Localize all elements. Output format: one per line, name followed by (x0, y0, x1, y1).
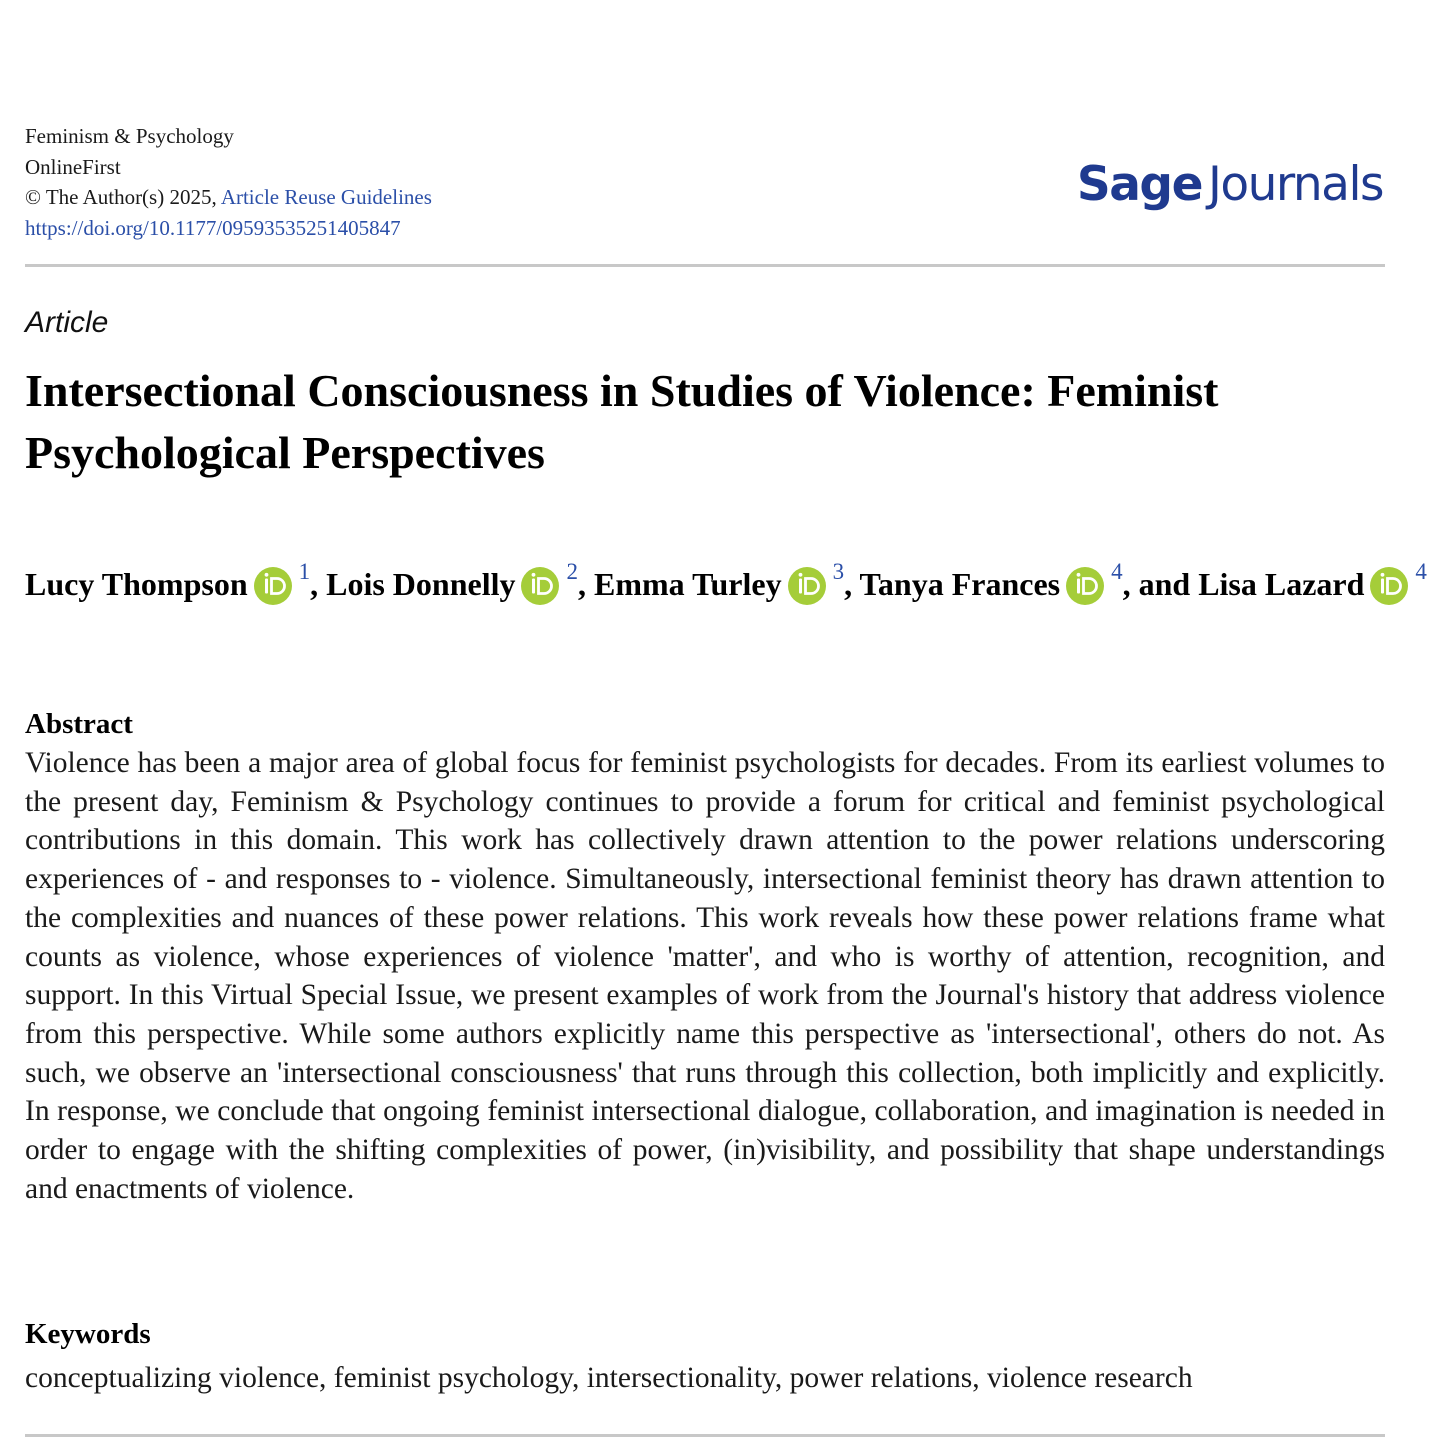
publication-status: OnlineFirst (25, 154, 121, 179)
author-separator: , (577, 566, 594, 602)
abstract-heading: Abstract (25, 708, 133, 740)
author-name[interactable]: Emma Turley (593, 566, 782, 602)
author-lucy-thompson (25, 559, 311, 602)
affiliation-marker[interactable]: 2 (566, 559, 578, 584)
logo-journals-text: Journals (1207, 157, 1383, 212)
author-lois-donnelly (326, 559, 578, 602)
author-tanya-frances (859, 559, 1123, 602)
keywords-list: conceptualizing violence, feminist psychology, intersectionality, power relations, violence research (25, 1362, 1193, 1394)
sage-journals-logo[interactable] (1077, 157, 1383, 213)
orcid-icon[interactable] (254, 567, 292, 605)
abstract-text: Violence has been a major area of global focus for feminist psychologists for decades. From its earliest volumes to the present day, Feminism & Psychology continues to provide a forum for critical and feminist psychological contributions in this domain. This work has collectively drawn attention to the power relations underscoring experiences of - and responses to - violence. Simultaneously, intersectional feminist theory has drawn attention to the complexities and nuances of these power relations. This work reveals how these power relations frame what counts as violence, whose experiences of violence 'matter', and who is worthy of attention, recognition, and support. In this Virtual Special Issue, we present examples of work from the Journal's history that address violence from this perspective. While some authors explicitly name this perspective as 'intersectional', others do not. As such, we observe an 'intersectional consciousness' that runs through this collection, both implicitly and explicitly. In response, we conclude that ongoing feminist intersectional dialogue, collaboration, and imagination is needed in order to engage with the shifting complexities of power, (in)visibility, and possibility that shape understandings and enactments of violence. (25, 747, 1385, 1205)
author-name[interactable]: Lisa Lazard (1198, 566, 1365, 602)
author-lisa-lazard (1198, 559, 1427, 602)
journal-meta (25, 121, 432, 243)
author-separator: , and (1122, 566, 1199, 602)
orcid-icon[interactable] (788, 567, 826, 605)
header-divider (25, 264, 1385, 267)
affiliation-marker[interactable]: 3 (832, 559, 845, 584)
article-page (25, 0, 1427, 1456)
footer-divider (25, 1434, 1385, 1437)
affiliation-marker[interactable]: 4 (1111, 559, 1123, 584)
article-reuse-link[interactable]: Article Reuse Guidelines (220, 185, 432, 209)
author-separator: , (310, 566, 327, 602)
article-header (25, 121, 1385, 246)
copyright-text: © The Author(s) 2025, (25, 185, 217, 209)
article-type: Article (25, 306, 109, 339)
copyright-line (25, 182, 432, 213)
orcid-icon[interactable] (1066, 567, 1104, 605)
author-name[interactable]: Lucy Thompson (25, 566, 248, 602)
affiliation-marker[interactable]: 1 (298, 559, 311, 584)
author-separator: , (844, 566, 860, 602)
keywords-heading: Keywords (25, 1318, 151, 1350)
journal-name: Feminism & Psychology (25, 124, 234, 148)
author-name[interactable]: Lois Donnelly (326, 566, 516, 602)
orcid-icon[interactable] (521, 567, 559, 605)
author-list (25, 549, 1427, 607)
logo-sage-text: Sage (1076, 157, 1202, 212)
article-title: Intersectional Consciousness in Studies of Violence: Feminist Psychological Perspectives (25, 365, 1219, 478)
orcid-icon[interactable] (1370, 567, 1408, 605)
affiliation-marker[interactable]: 4 (1415, 559, 1427, 584)
author-name[interactable]: Tanya Frances (859, 566, 1061, 602)
author-emma-turley (593, 559, 845, 602)
doi-link[interactable]: https://doi.org/10.1177/09593535251405847 (25, 215, 401, 240)
doi-line (25, 213, 432, 244)
